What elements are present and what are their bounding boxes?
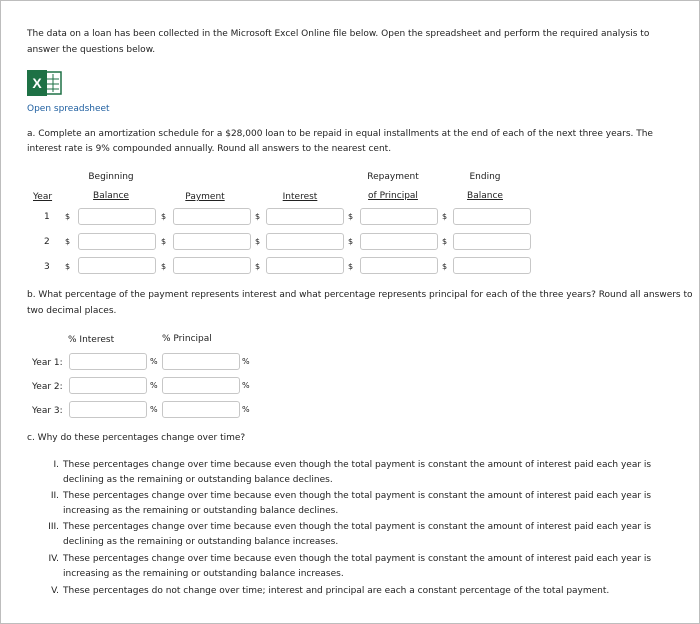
header-year: Year: [33, 192, 53, 202]
interest-input-1[interactable]: [266, 208, 344, 225]
row-year: 1: [44, 212, 50, 222]
interest-input-2[interactable]: [266, 233, 344, 250]
dollar-sign: $: [348, 237, 354, 246]
dollar-sign: $: [255, 237, 261, 246]
row-year: 3: [44, 262, 50, 272]
percent-sign: %: [242, 405, 250, 414]
dollar-sign: $: [65, 237, 71, 246]
pct-principal-input-1[interactable]: [162, 353, 240, 370]
dollar-sign: $: [161, 212, 167, 221]
repayment-input-3[interactable]: [360, 257, 438, 274]
option-number: IV.: [48, 554, 59, 564]
payment-input-2[interactable]: [173, 233, 251, 250]
repayment-input-1[interactable]: [360, 208, 438, 225]
beginning-balance-input-1[interactable]: [78, 208, 156, 225]
option-number: II.: [50, 491, 59, 501]
intro-text: The data on a loan has been collected in the Microsoft Excel Online file below. Open the spreadsheet and perform the required analysis to answer the questions below.: [27, 29, 650, 55]
percent-sign: %: [150, 405, 158, 414]
option-number: III.: [48, 522, 59, 532]
dollar-sign: $: [161, 262, 167, 271]
dollar-sign: $: [255, 262, 261, 271]
dollar-sign: $: [65, 212, 71, 221]
pct-principal-input-3[interactable]: [162, 401, 240, 418]
dollar-sign: $: [442, 262, 448, 271]
interest-input-3[interactable]: [266, 257, 344, 274]
ending-balance-input-1[interactable]: [453, 208, 531, 225]
option-text: These percentages change over time because even though the total payment is constant the amount of interest paid each year is increasing as the remaining or outstanding balance increases.: [63, 554, 652, 579]
part-a-question: a. Complete an amortization schedule for a $28,000 loan to be repaid in equal installments at the end of each of the next three years. The interest rate is 9% compounded annually. Round all answers to the nearest cent.: [27, 129, 653, 154]
ending-balance-input-3[interactable]: [453, 257, 531, 274]
dollar-sign: $: [348, 212, 354, 221]
beginning-balance-input-2[interactable]: [78, 233, 156, 250]
header-interest: Interest: [282, 192, 318, 202]
year-label: Year 1:: [32, 358, 63, 368]
header-ending-top: Ending: [469, 172, 501, 182]
part-b-question: b. What percentage of the payment represents interest and what percentage represents principal for each of the three years? Round all answers to two decimal places.: [27, 290, 693, 316]
header-beginning-top: Beginning: [88, 172, 134, 182]
header-pct-interest: % Interest: [68, 335, 115, 345]
percent-sign: %: [242, 357, 250, 366]
pct-interest-input-1[interactable]: [69, 353, 147, 370]
option-number: I.: [53, 460, 59, 470]
option-text: These percentages change over time because even though the total payment is constant the amount of interest paid each year is declining as the remaining or outstanding balance increases.: [63, 522, 652, 547]
excel-icon[interactable]: [27, 70, 63, 96]
beginning-balance-input-3[interactable]: [78, 257, 156, 274]
pct-interest-input-3[interactable]: [69, 401, 147, 418]
percent-sign: %: [150, 357, 158, 366]
svg-text:X: X: [32, 75, 42, 91]
percent-sign: %: [150, 381, 158, 390]
percent-sign: %: [242, 381, 250, 390]
dollar-sign: $: [255, 212, 261, 221]
dollar-sign: $: [442, 237, 448, 246]
pct-interest-input-2[interactable]: [69, 377, 147, 394]
dollar-sign: $: [161, 237, 167, 246]
part-c-question: c. Why do these percentages change over time?: [27, 433, 246, 443]
ending-balance-input-2[interactable]: [453, 233, 531, 250]
dollar-sign: $: [348, 262, 354, 271]
header-repayment-bottom: of Principal: [368, 191, 418, 201]
header-payment: Payment: [185, 192, 225, 202]
open-spreadsheet-link[interactable]: Open spreadsheet: [27, 104, 110, 114]
option-text: These percentages change over time because even though the total payment is constant the amount of interest paid each year is declining as the remaining or outstanding balance declines.: [63, 460, 652, 485]
header-beginning-bottom: Balance: [93, 191, 129, 201]
pct-principal-input-2[interactable]: [162, 377, 240, 394]
repayment-input-2[interactable]: [360, 233, 438, 250]
row-year: 2: [44, 237, 50, 247]
dollar-sign: $: [65, 262, 71, 271]
header-ending-bottom: Balance: [467, 191, 503, 201]
option-number: V.: [51, 586, 59, 596]
option-text: These percentages do not change over time; interest and principal are each a constant percentage of the total payment.: [63, 586, 610, 596]
option-text: These percentages change over time because even though the total payment is constant the amount of interest paid each year is increasing as the remaining or outstanding balance declines.: [63, 491, 652, 516]
year-label: Year 2:: [32, 382, 63, 392]
dollar-sign: $: [442, 212, 448, 221]
year-label: Year 3:: [32, 406, 63, 416]
payment-input-3[interactable]: [173, 257, 251, 274]
header-pct-principal: % Principal: [162, 334, 212, 344]
header-repayment-top: Repayment: [367, 172, 419, 182]
payment-input-1[interactable]: [173, 208, 251, 225]
